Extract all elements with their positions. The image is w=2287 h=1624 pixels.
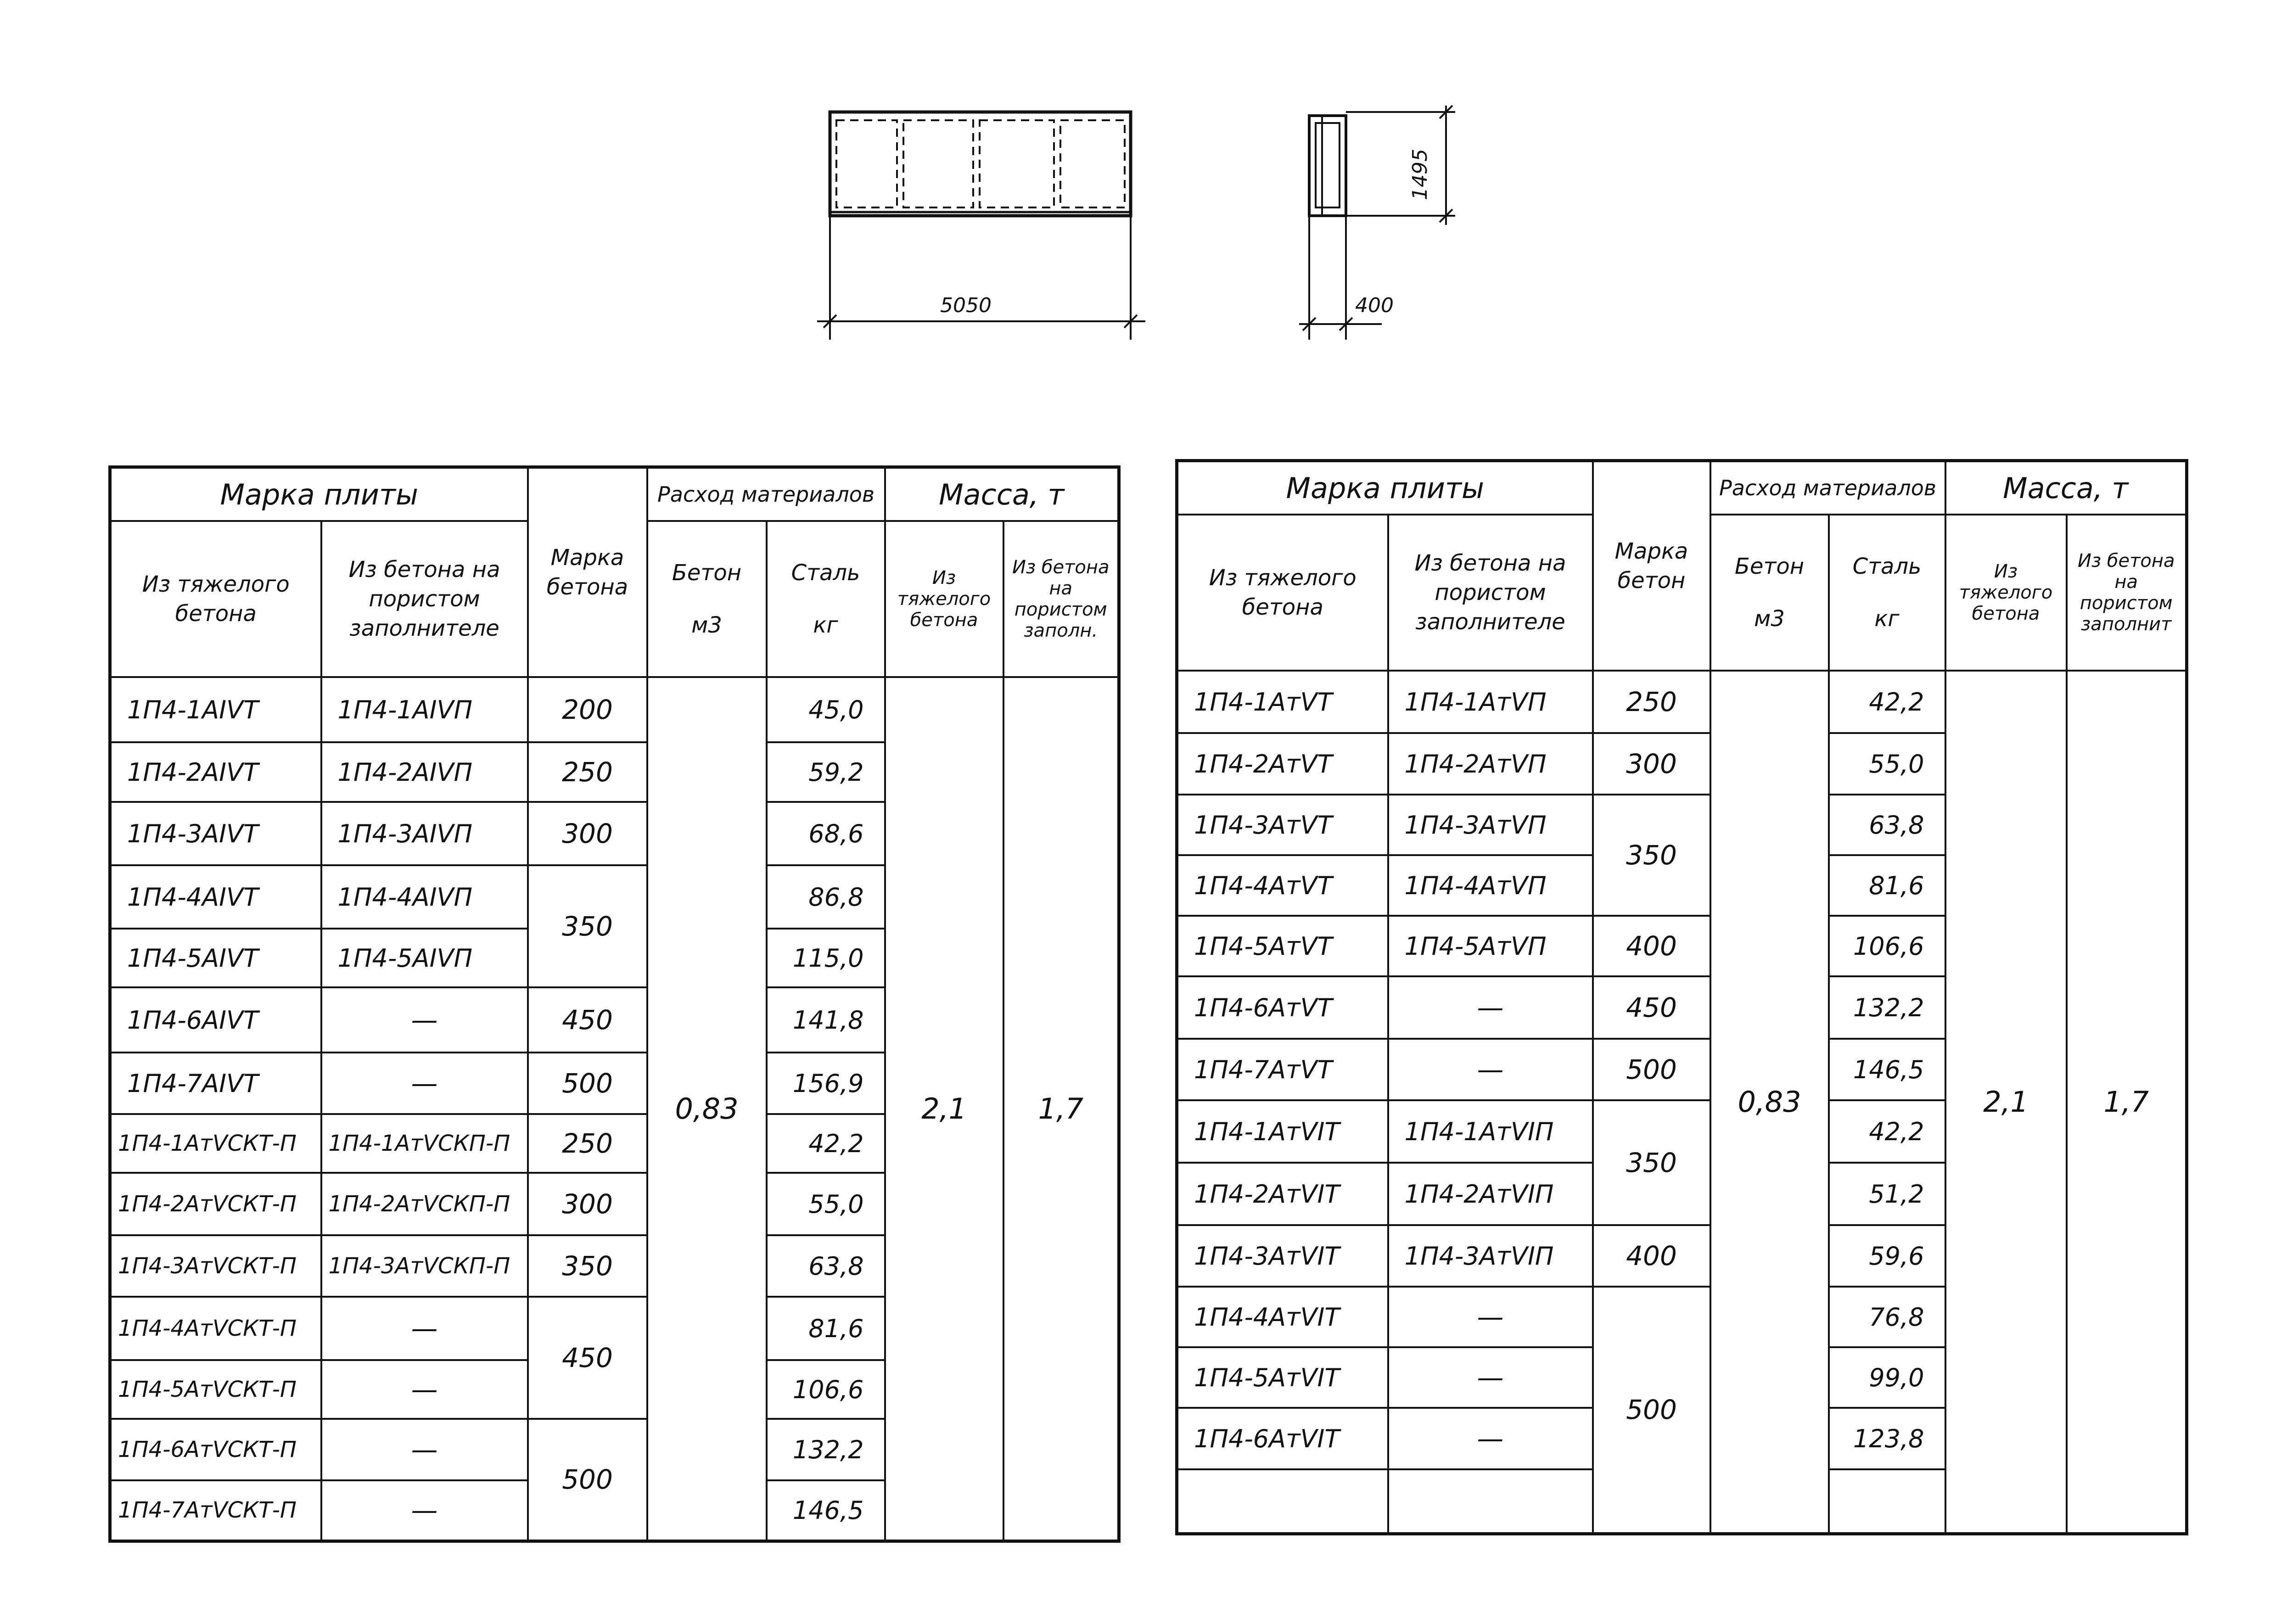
header-mark: Марка плиты: [1177, 461, 1593, 515]
concrete-grade: 350: [528, 1235, 647, 1297]
concrete-volume: 0,83: [647, 677, 767, 1541]
heavy-mark: 1П4-7АтVТ: [1177, 1039, 1388, 1100]
porous-mark: 1П4-5АтVП: [1388, 916, 1593, 976]
steel-value: 76,8: [1829, 1287, 1945, 1347]
heavy-mark: 1П4-1АIVТ: [110, 677, 321, 742]
header-mass-heavy: Из тяжелого бетона: [885, 521, 1003, 677]
concrete-grade: 350: [1593, 1100, 1710, 1225]
steel-label: Сталь: [791, 560, 860, 586]
header-consumption: Расход материалов: [1710, 461, 1945, 515]
mass-heavy-value: 2,1: [1945, 671, 2067, 1534]
concrete-grade: 300: [528, 802, 647, 865]
steel-unit: кг: [813, 612, 838, 638]
heavy-mark: 1П4-6АтVIТ: [1177, 1408, 1388, 1469]
concrete-grade: 200: [528, 677, 647, 742]
header-mark: Марка плиты: [110, 467, 528, 521]
porous-mark: —: [1388, 1408, 1593, 1469]
header-grade: Марка бетона: [528, 467, 647, 678]
heavy-mark: 1П4-5АтVIТ: [1177, 1347, 1388, 1408]
heavy-mark: 1П4-3АтVСКТ-П: [110, 1235, 321, 1297]
header-concrete: [1710, 515, 1829, 671]
steel-value: 106,6: [1829, 916, 1945, 976]
heavy-mark: 1П4-4АIVТ: [110, 865, 321, 929]
mass-porous-value: 1,7: [1003, 677, 1119, 1541]
steel-value: 68,6: [767, 802, 885, 865]
concrete-grade: 450: [528, 987, 647, 1053]
concrete-unit: м3: [1754, 606, 1785, 632]
height-dimension: 1495: [1408, 149, 1432, 200]
steel-value: 42,2: [767, 1114, 885, 1173]
concrete-grade: 250: [1593, 671, 1710, 733]
heavy-mark: 1П4-1АтVIТ: [1177, 1100, 1388, 1163]
concrete-grade: 250: [528, 742, 647, 802]
mass-porous-value: 1,7: [2067, 671, 2187, 1534]
steel-value: 115,0: [767, 929, 885, 987]
porous-mark: 1П4-1АтVП: [1388, 671, 1593, 733]
porous-mark: 1П4-4АтVП: [1388, 855, 1593, 916]
heavy-mark: 1П4-1АтVТ: [1177, 671, 1388, 733]
steel-value: 99,0: [1829, 1347, 1945, 1408]
steel-value: 55,0: [767, 1173, 885, 1235]
concrete-grade: 350: [528, 865, 647, 987]
concrete-label: Бетон: [672, 560, 742, 586]
concrete-grade: 450: [1593, 976, 1710, 1039]
steel-value: 42,2: [1829, 1100, 1945, 1163]
porous-mark: —: [321, 1360, 528, 1419]
header-porous: Из бетона на пористом заполнителе: [321, 521, 528, 677]
steel-value: 132,2: [1829, 976, 1945, 1039]
concrete-grade: 400: [1593, 1225, 1710, 1287]
concrete-label: Бетон: [1734, 554, 1805, 579]
porous-mark: 1П4-3АIVП: [321, 802, 528, 865]
steel-value: 59,6: [1829, 1225, 1945, 1287]
heavy-mark: 1П4-2АIVТ: [110, 742, 321, 802]
porous-mark: 1П4-1АIVП: [321, 677, 528, 742]
header-mass: Масса, т: [885, 467, 1119, 521]
porous-mark: —: [321, 1053, 528, 1114]
width-dimension: 400: [1355, 294, 1394, 317]
header-concrete: [647, 521, 767, 677]
concrete-grade: 450: [528, 1297, 647, 1419]
concrete-grade: 300: [1593, 733, 1710, 795]
header-porous: Из бетона на пористом заполнителе: [1388, 515, 1593, 671]
porous-mark: —: [321, 1297, 528, 1360]
porous-mark: —: [1388, 1347, 1593, 1408]
steel-value: 63,8: [767, 1235, 885, 1297]
left-panel-table: [108, 465, 1121, 1543]
header-grade: Марка бетон: [1593, 461, 1710, 671]
steel-value: 59,2: [767, 742, 885, 802]
concrete-grade: 500: [528, 1419, 647, 1541]
heavy-mark: 1П4-3АтVТ: [1177, 795, 1388, 855]
steel-value: 51,2: [1829, 1163, 1945, 1225]
porous-mark: —: [1388, 976, 1593, 1039]
empty-cell: [1829, 1469, 1945, 1534]
heavy-mark: 1П4-6АIVТ: [110, 987, 321, 1053]
heavy-mark: 1П4-4АтVТ: [1177, 855, 1388, 916]
steel-value: 132,2: [767, 1419, 885, 1480]
steel-value: 141,8: [767, 987, 885, 1053]
porous-mark: —: [321, 1480, 528, 1541]
heavy-mark: 1П4-4АтVСКТ-П: [110, 1297, 321, 1360]
empty-cell: [1388, 1469, 1593, 1534]
porous-mark: 1П4-3АтVIП: [1388, 1225, 1593, 1287]
steel-value: 123,8: [1829, 1408, 1945, 1469]
header-steel: [1829, 515, 1945, 671]
porous-mark: 1П4-5АIVП: [321, 929, 528, 987]
porous-mark: 1П4-2АтVСКП-П: [321, 1173, 528, 1235]
steel-value: 45,0: [767, 677, 885, 742]
steel-value: 146,5: [1829, 1039, 1945, 1100]
heavy-mark: 1П4-3АIVТ: [110, 802, 321, 865]
steel-label: Сталь: [1852, 554, 1922, 579]
heavy-mark: 1П4-1АтVСКТ-П: [110, 1114, 321, 1173]
heavy-mark: 1П4-5АтVСКТ-П: [110, 1360, 321, 1419]
porous-mark: 1П4-4АIVП: [321, 865, 528, 929]
header-heavy: Из тяжелого бетона: [1177, 515, 1388, 671]
steel-value: 55,0: [1829, 733, 1945, 795]
header-mass-porous: Из бетона на пористом заполнит: [2067, 515, 2187, 671]
header-mass-porous: Из бетона на пористом заполн.: [1003, 521, 1119, 677]
heavy-mark: 1П4-6АтVТ: [1177, 976, 1388, 1039]
porous-mark: —: [321, 1419, 528, 1480]
porous-mark: —: [1388, 1287, 1593, 1347]
header-consumption: Расход материалов: [647, 467, 885, 521]
steel-value: 106,6: [767, 1360, 885, 1419]
length-dimension: 5050: [940, 294, 992, 317]
panel-sketch: [0, 0, 2287, 459]
steel-value: 86,8: [767, 865, 885, 929]
heavy-mark: 1П4-5АтVТ: [1177, 916, 1388, 976]
porous-mark: 1П4-2АтVП: [1388, 733, 1593, 795]
porous-mark: —: [321, 987, 528, 1053]
concrete-volume: 0,83: [1710, 671, 1829, 1534]
steel-value: 81,6: [767, 1297, 885, 1360]
concrete-grade: 350: [1593, 795, 1710, 916]
steel-unit: кг: [1874, 606, 1900, 632]
concrete-grade: 400: [1593, 916, 1710, 976]
panel-drawings: [0, 0, 2287, 459]
porous-mark: 1П4-2АтVIП: [1388, 1163, 1593, 1225]
steel-value: 81,6: [1829, 855, 1945, 916]
mass-heavy-value: 2,1: [885, 677, 1003, 1541]
heavy-mark: 1П4-7АтVСКТ-П: [110, 1480, 321, 1541]
heavy-mark: 1П4-7АIVТ: [110, 1053, 321, 1114]
steel-value: 146,5: [767, 1480, 885, 1541]
porous-mark: —: [1388, 1039, 1593, 1100]
heavy-mark: 1П4-3АтVIТ: [1177, 1225, 1388, 1287]
heavy-mark: 1П4-2АтVIТ: [1177, 1163, 1388, 1225]
header-mass-heavy: Из тяжелого бетона: [1945, 515, 2067, 671]
porous-mark: 1П4-1АтVIП: [1388, 1100, 1593, 1163]
header-heavy: Из тяжелого бетона: [110, 521, 321, 677]
header-steel: [767, 521, 885, 677]
concrete-grade: 250: [528, 1114, 647, 1173]
steel-value: 42,2: [1829, 671, 1945, 733]
empty-cell: [1177, 1469, 1388, 1534]
concrete-unit: м3: [691, 612, 722, 638]
heavy-mark: 1П4-2АтVСКТ-П: [110, 1173, 321, 1235]
right-panel-table: [1175, 459, 2188, 1535]
header-mass: Масса, т: [1945, 461, 2187, 515]
concrete-grade: 500: [1593, 1287, 1710, 1534]
concrete-grade: 500: [1593, 1039, 1710, 1100]
heavy-mark: 1П4-4АтVIТ: [1177, 1287, 1388, 1347]
porous-mark: 1П4-3АтVП: [1388, 795, 1593, 855]
heavy-mark: 1П4-2АтVТ: [1177, 733, 1388, 795]
concrete-grade: 500: [528, 1053, 647, 1114]
steel-value: 63,8: [1829, 795, 1945, 855]
concrete-grade: 300: [528, 1173, 647, 1235]
porous-mark: 1П4-1АтVСКП-П: [321, 1114, 528, 1173]
porous-mark: 1П4-2АIVП: [321, 742, 528, 802]
porous-mark: 1П4-3АтVСКП-П: [321, 1235, 528, 1297]
heavy-mark: 1П4-6АтVСКТ-П: [110, 1419, 321, 1480]
steel-value: 156,9: [767, 1053, 885, 1114]
heavy-mark: 1П4-5АIVТ: [110, 929, 321, 987]
